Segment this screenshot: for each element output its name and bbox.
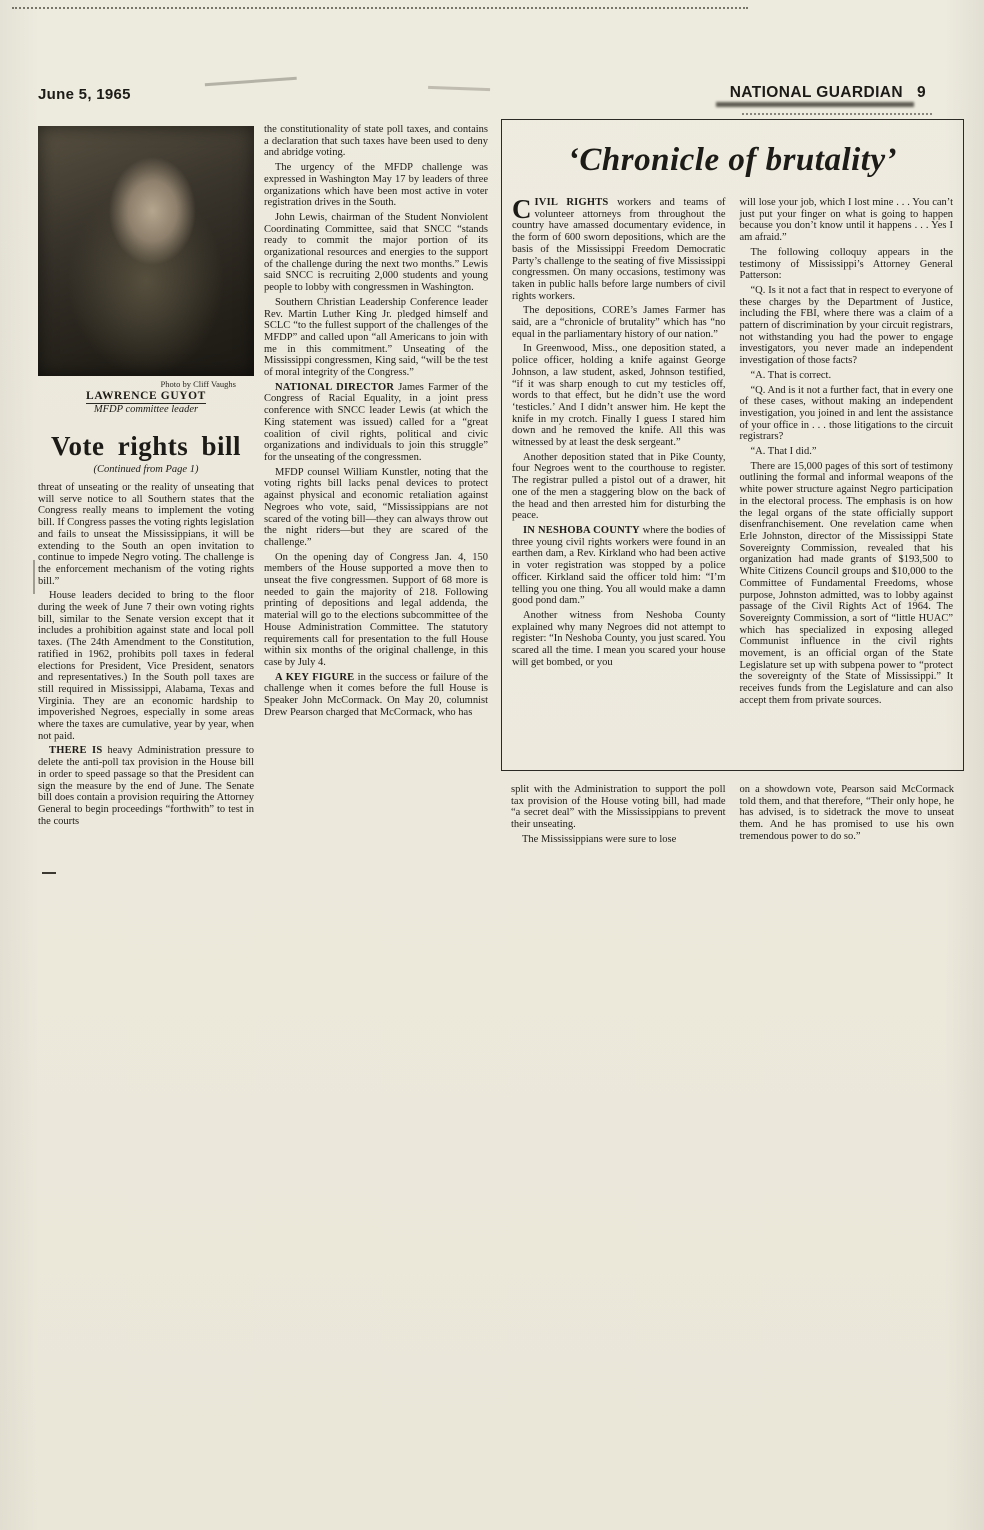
paragraph: “A. That is correct.: [750, 369, 832, 381]
stray-mark: [42, 872, 56, 874]
paragraph: “A. That I did.”: [750, 446, 817, 458]
paragraph: The Mississippians were sure to lose: [522, 833, 677, 845]
paragraph: [38, 745, 254, 827]
paragraph-text: heavy Administration pressure to delete the anti-poll tax provision in the House bill in order to speed passage so that the President can sign the measure by the end of June. The Senate bill does contain a provision requiring the Attorney General to begin proceedings “forthwith” to test in the courts: [38, 745, 254, 827]
continuation-column-2: [740, 784, 955, 849]
paragraph-dropcap: [512, 194, 726, 302]
paragraph: Southern Christian Leadership Conference leader Rev. Martin Luther King Jr. pledged himself and SCLC “to the fullest support of the challenges of the MFDP” and called upon “all Americans to join with me in this commitment.” Unseating of the Mississippi congressmen, King said, “will be the test of moral integrity of the Congress.”: [264, 296, 488, 379]
photo-credit: Photo by Cliff Vaughs: [160, 379, 236, 389]
top-dotted-rule: [12, 7, 748, 9]
paragraph: MFDP counsel William Kunstler, noting that the voting rights bill lacks penal devices to protect against physical and economic retaliation against Negroes who vote, said, “Mississippians are not scared of the voting bill—they can always throw out the night riders—but they are scared of the challenge.”: [264, 466, 488, 548]
paragraph-lead: NATIONAL DIRECTOR: [275, 381, 395, 393]
masthead-underline: [716, 102, 914, 107]
continuation-column-1: [511, 784, 726, 849]
paragraph: [264, 672, 488, 719]
paragraph: In Greenwood, Miss., one deposition stated, a police officer, holding a knife against George Johnson, a law student, asked, Johnson testified, “if it was sharp enough to cut my testicles off, words to that effect, but he didn’t use the word ‘testicles.’ And I didn’t answer him. He kept the knife in my crotch. Finally I guess I stared him down and he removed the knife. All this was witnessed by at least the desk sergeant.”: [512, 343, 726, 449]
paragraph: will lose your job, which I lost mine . . . You can’t just put your finger on what is going to happen because you don’t know until it happens . . . Yes I am afraid.”: [739, 197, 953, 244]
photo-lawrence-guyot: [38, 126, 254, 376]
pencil-scribble: [205, 77, 297, 92]
continued-note: (Continued from Page 1): [93, 464, 199, 475]
paragraph: threat of unseating or the reality of unseating that will serve notice to all Southern states that the Congress really means to implement the voting bill. If Congress passes the voting rights legislation and fails to unseat the Mississippians, it will be extending to the South an open invitation to continue to impede Negro voting. The challenge is the enforcement mechanism of the voting rights bill.”: [38, 482, 254, 587]
pencil-scribble: [428, 86, 490, 95]
paragraph-lead: A KEY FIGURE: [275, 671, 355, 683]
paragraph: split with the Administration to support the poll tax provision of the House voting bill, had made “a secret deal” with the Mississippians to prevent their unseating.: [511, 784, 726, 831]
chronicle-column-1: [512, 194, 726, 710]
right-region: [501, 119, 964, 849]
paragraph: the constitutionality of state poll taxes, and contains a declaration that such taxes have been used to deny and abridge voting.: [264, 124, 488, 159]
paragraph-text: where the bodies of three young civil rights workers were found in an earthen dam, a Rev. Kirkland who had been active in voter registration was stopped by a police officer. Kirkland said the officer told him: “I’m telling you one thing. You all would make a damn good pond dam.”: [512, 524, 726, 607]
paragraph: John Lewis, chairman of the Student Nonviolent Coordinating Committee, said that SNCC “stands ready to commit the major portion of its organizational resources and energies to the support of the challenge during the next two months.” Lewis said SNCC is recruiting 2,000 students and young people to lobby with congressmen in Washington.: [264, 211, 488, 294]
middle-column: [264, 124, 488, 721]
paragraph-lead: THERE IS: [49, 745, 103, 757]
masthead-title: NATIONAL GUARDIAN: [729, 84, 903, 101]
paragraph: Another witness from Neshoba County explained why many Negroes did not attempt to register: “In Neshoba County, you just scared. You scared all the time. I mean you scared your house will get bombed, or you: [512, 609, 726, 668]
paragraph: House leaders decided to bring to the floor during the week of June 7 their own voting rights bill, similar to the Senate version except that it includes a prohibition against state and local poll taxes. (The 24th Amendment to the Constitution, ratified in 1962, prohibits poll taxes in federal elections for President, Vice President, senators and representatives.) In the South poll taxes are still required in Mississippi, Alabama, Texas and Virginia. They are an economic hardship to impoverished Negroes, especially in some areas where the taxes are cumulative, year by year, when not paid.: [38, 590, 254, 742]
page-number: 9: [916, 84, 926, 101]
paragraph: “Q. And is it not a further fact, that in every one of these cases, without making an independent investigation, you joined in and lent the assistance of your office in . . . those litigations to the circuit registrars?: [739, 384, 953, 443]
paragraph-text: James Farmer of the Congress of Racial Equality, in a joint press conference with SNCC leader Lewis (at which the King statement was issued) called for a “great coalition of civil rights, political and civic organizations and individuals to join this struggle” for the unseating of the congressmen.: [264, 381, 488, 463]
photo-caption-name: LAWRENCE GUYOT: [86, 390, 206, 402]
paragraph: The following colloquy appears in the testimony of Mississippi’s Attorney General Patterson:: [739, 246, 953, 282]
paragraph: on a showdown vote, Pearson said McCormack told them, and that therefore, “Their only hope, he has advised, is to sidetrack the move to unseat them. And he has promised to use his own tremendous power to do so.”: [739, 784, 954, 842]
paragraph-lead: IVIL RIGHTS: [534, 197, 609, 208]
chronicle-article-box: [501, 119, 964, 771]
chronicle-headline: ‘Chronicle of brutality’: [567, 142, 898, 178]
drop-cap: C: [512, 194, 532, 224]
article-headline: Vote rights bill: [50, 431, 241, 461]
chronicle-column-2: [740, 197, 954, 710]
paragraph: [512, 525, 726, 607]
chronicle-columns: [512, 194, 953, 710]
masthead-dotted-rule: [742, 113, 932, 115]
paragraph: Another deposition stated that in Pike County, four Negroes went to the courthouse to register. The registrar pulled a pistol out of a drawer, hit one of the men a staggering blow on the back of the head and then arrested him for disturbing the peace.: [512, 451, 726, 522]
paragraph: “Q. Is it not a fact that in respect to everyone of these charges by the Department of Justice, including the FBI, where there was a claim of a pattern of discrimination by your circuit registrars, not withstanding you had the power to engage investigators, you never made an independent investigation of those facts?: [739, 284, 953, 367]
paragraph-text: workers and teams of volunteer attorneys from throughout the country have amassed documentary evidence, in the form of 600 sworn depositions, which are the basis of the Mississippi Freedom Democratic Party’s challenge to the seating of five Mississippi congressmen. On many occasions, testimony was taken in public halls before large numbers of civil rights workers.: [512, 197, 726, 302]
left-column: [38, 126, 254, 830]
continuation-columns: [501, 784, 964, 849]
photo-caption-role: MFDP committee leader: [93, 404, 199, 415]
paragraph: The depositions, CORE’s James Farmer has said, are a “chronicle of brutality” which has “no equal in the parliamentary history of our nation.”: [512, 305, 726, 340]
paragraph-text: in the success or failure of the challenge when it comes before the full House is Speaker John McCormack. On May 20, columnist Drew Pearson charged that McCormack, who has: [264, 671, 488, 718]
paragraph-lead: IN NESHOBA COUNTY: [523, 524, 640, 536]
issue-date: June 5, 1965: [38, 86, 131, 103]
margin-mark: [33, 560, 35, 594]
paragraph: [264, 382, 488, 464]
paragraph: There are 15,000 pages of this sort of testimony outlining the formal and informal weapons of the white power structure against Negro participation in the electoral process. The emphasis is on how the legal organs of the state officially support disenfranchisement. One revelation came when Erle Johnston, director of the Mississippi State Sovereignty Commission, revealed that his organization had made grants of $193,500 to White Citizens Council groups and $10,000 to the Committee of Fundamental Freedoms, whose purpose, Johnston admitted, was to lobby against passage of the Civil Rights Act of 1964. The Sovereignty Commission, a sort of “little HUAC” which has specialized in exposing alleged Communist influence in the civil rights movement, is an official organ of the State Legislature set up with subpena power to “protect the sovereignty of the State of Mississippi.” It receives funds from the Legislature and can also accept them from private sources.: [739, 460, 953, 706]
paragraph: The urgency of the MFDP challenge was expressed in Washington May 17 by leaders of three organizations which have been most active in voter registration drives in the South.: [264, 162, 488, 209]
masthead: [730, 84, 926, 102]
paragraph: On the opening day of Congress Jan. 4, 150 members of the House supported a move then to unseat the five congressmen. Support of 68 more is needed to gain the majority of 218. Following printing of depositions and legal addenda, the material will go to the elections subcommittee of the House Administration Committee. The statutory requirements call for presentation to the full House within six months of the original challenge, in this case by July 4.: [264, 551, 488, 668]
